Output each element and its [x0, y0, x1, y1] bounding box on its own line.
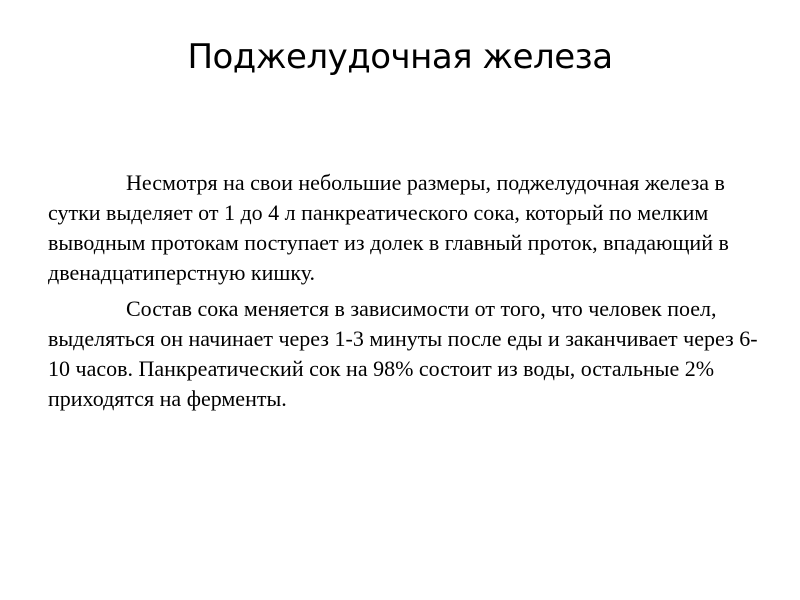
body-paragraph-1: Несмотря на свои небольшие размеры, поджелудочная железа в сутки выделяет от 1 до 4 л панкреатического сока, который по мелким выводным протокам поступает из долек в главный проток, впадающий в двенадцатиперстную кишку. [48, 170, 729, 285]
body-paragraph-2: Состав сока меняется в зависимости от того, что человек поел, выделяться он начинает через 1-3 минуты после еды и заканчивает через 6-10 часов. Панкреатический сок на 98% состоит из воды, остальные 2% приходятся на ферменты. [48, 296, 758, 411]
slide-body [48, 168, 768, 420]
slide-title: Поджелудочная железа [187, 37, 613, 77]
